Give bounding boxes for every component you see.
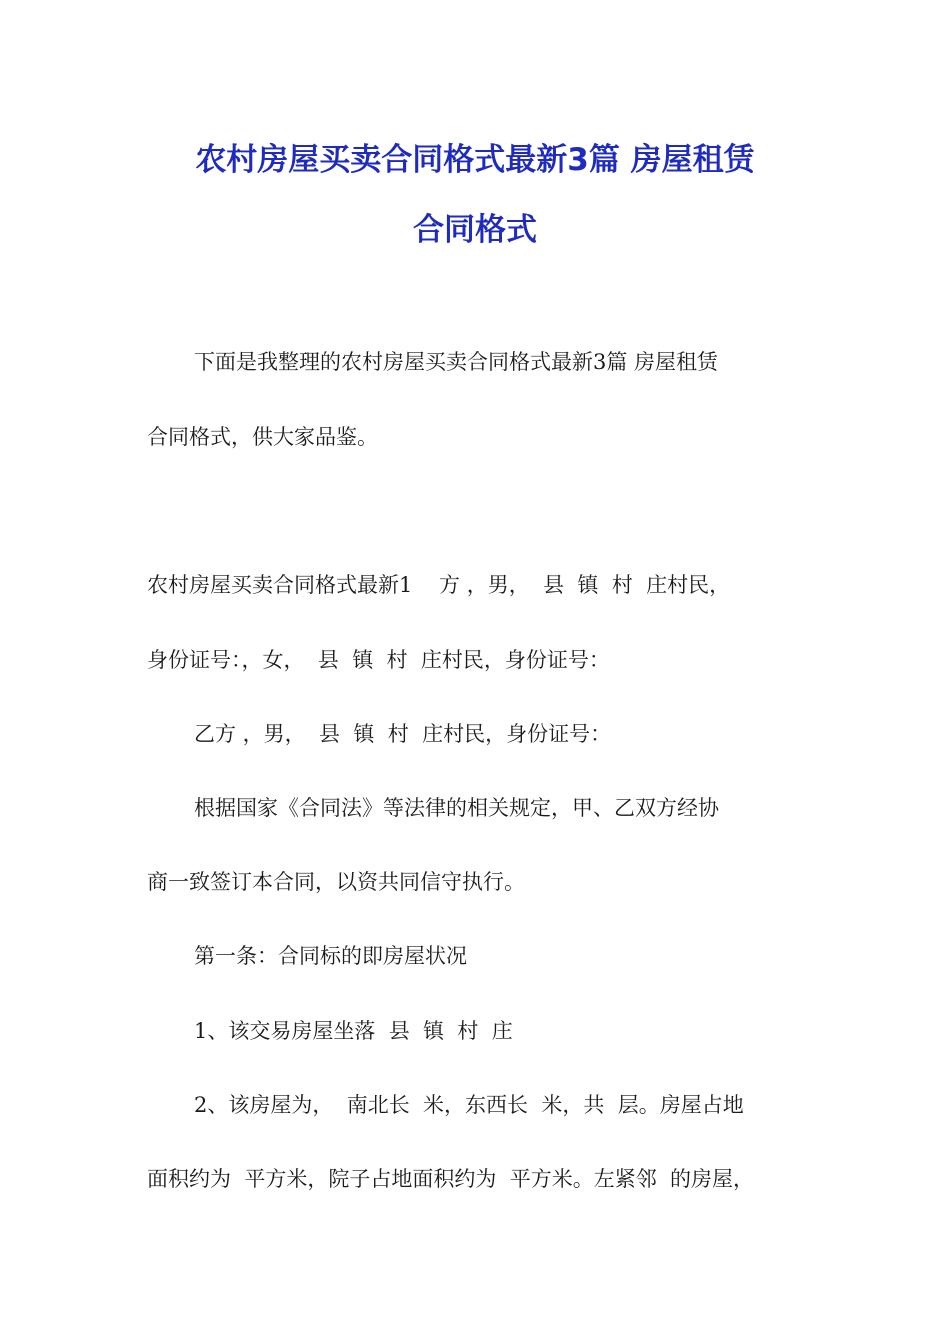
article-1-heading: 第一条：合同标的即房屋状况	[194, 944, 467, 968]
article-1-item-2-line-1: 2、该房屋为， 南北长 米，东西长 米，共 层。房屋占地	[194, 1093, 744, 1117]
party-b-paragraph: 乙方 ，男， 县 镇 村 庄村民，身份证号：	[194, 722, 612, 746]
document-title-line-2: 合同格式	[413, 212, 537, 248]
document-title-line-1: 农村房屋买卖合同格式最新3篇 房屋租赁	[195, 142, 755, 178]
section-heading-line-2: 身份证号：，女， 县 镇 村 庄村民，身份证号：	[147, 648, 610, 672]
intro-paragraph-line-2: 合同格式，供大家品鉴。	[147, 425, 378, 449]
basis-paragraph-line-1: 根据国家《合同法》等法律的相关规定，甲、乙双方经协	[194, 796, 719, 820]
intro-paragraph-line-1: 下面是我整理的农村房屋买卖合同格式最新3篇 房屋租赁	[194, 350, 719, 374]
basis-paragraph-line-2: 商一致签订本合同，以资共同信守执行。	[147, 870, 525, 894]
article-1-item-1: 1、该交易房屋坐落 县 镇 村 庄	[194, 1019, 513, 1043]
section-heading-line-1: 农村房屋买卖合同格式最新1 方 ，男， 县 镇 村 庄村民，	[147, 573, 731, 597]
article-1-item-2-line-2: 面积约为 平方米，院子占地面积约为 平方米。左紧邻 的房屋，	[147, 1167, 755, 1191]
